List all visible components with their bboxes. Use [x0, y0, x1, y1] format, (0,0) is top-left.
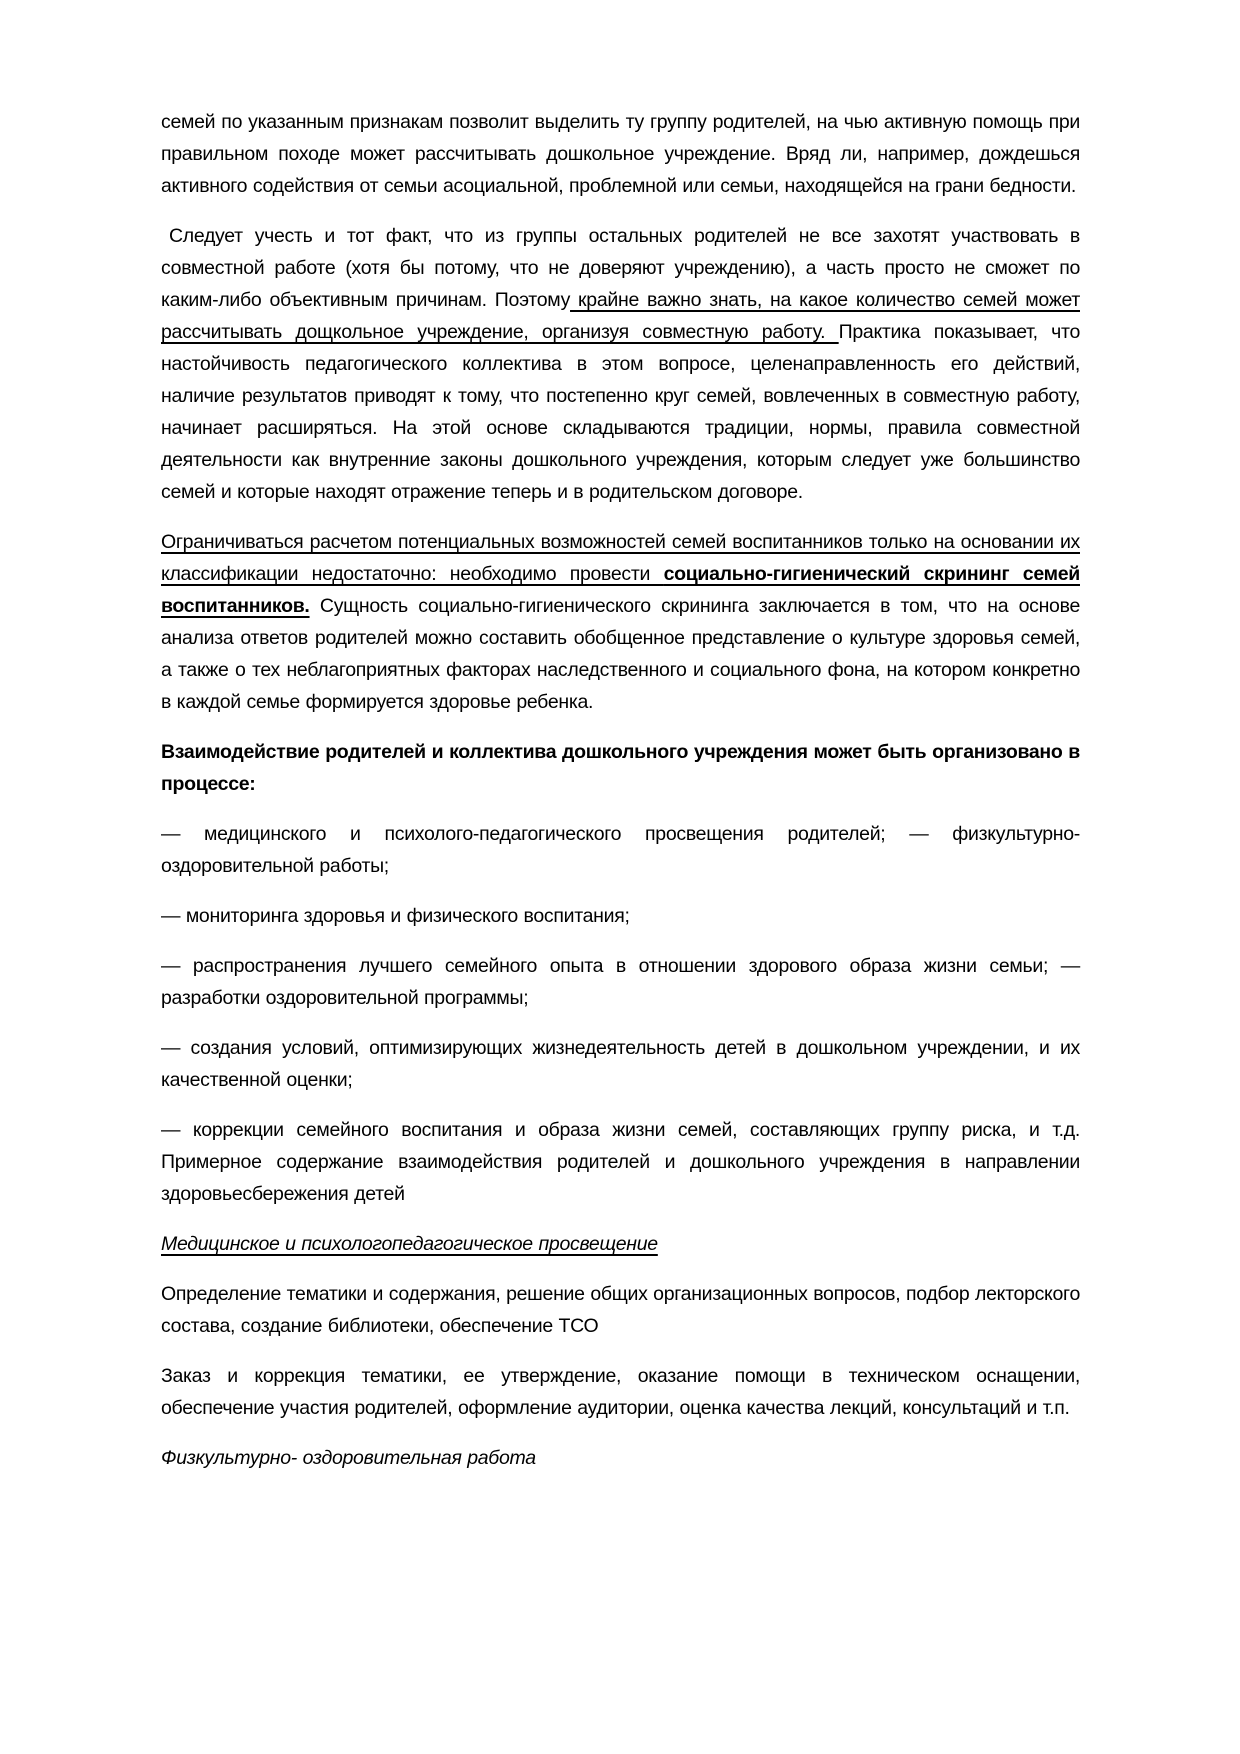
section-heading-physical-work: [161, 1442, 1080, 1474]
text-segment: Определение тематики и содержания, решение общих организационных вопросов, подбор лекторского состава, создание библиотеки, обеспечение ТСО: [161, 1283, 1080, 1337]
text-segment: Сущность социально-гигиенического скрининга заключается в том, что на основе анализа ответов родителей можно составить обобщенное представление о культуре здоровья семей, а также о тех неблагоприятных факторах наследственного и социального фона, на котором конкретно в каждой семье формируется здоровье ребенка.: [161, 595, 1080, 713]
text-segment: — медицинского и психолого-педагогического просвещения родителей; — физкультурно-оздоровительной работы;: [161, 823, 1080, 877]
text-segment: — создания условий, оптимизирующих жизнедеятельность детей в дошкольном учреждении, и их качественной оценки;: [161, 1037, 1080, 1091]
paragraph-order-correction: [161, 1360, 1080, 1424]
list-item: [161, 1032, 1080, 1096]
list-item: [161, 818, 1080, 882]
heading-interaction-process: [161, 736, 1080, 800]
text-segment: социально-гигиенический скрининг семей воспитанников.: [161, 563, 1080, 617]
text-segment: — коррекции семейного воспитания и образа жизни семей, составляющих группу риска, и т.д. Примерное содержание взаимодействия родителей и дошкольного учреждения в направлении здоровьесбережения детей: [161, 1119, 1080, 1205]
text-segment: Практика показывает, что настойчивость педагогического коллектива в этом вопросе, целенаправленность его действий, наличие результатов приводят к тому, что постепенно круг семей, вовлеченных в совместную работу, начинает расширяться. На этой основе складываются традиции, нормы, правила совместной деятельности как внутренние законы дошкольного учреждения, которым следует уже большинство семей и которые находят отражение теперь и в родительском договоре.: [161, 321, 1080, 503]
text-segment: крайне важно знать, на какое количество семей может рассчитывать дощкольное учреждение, организуя совместную работу.: [161, 289, 1080, 343]
text-segment: Заказ и коррекция тематики, ее утверждение, оказание помощи в техническом оснащении, обеспечение участия родителей, оформление аудитории, оценка качества лекций, консультаций и т.п.: [161, 1365, 1080, 1419]
paragraph-topics-definition: [161, 1278, 1080, 1342]
text-segment: Следует учесть и тот факт, что из группы остальных родителей не все захотят участвовать в совместной работе (хотя бы потому, что не доверяют учреждению), а часть просто не сможет по каким-либо объективным причинам. Поэтому: [161, 225, 1080, 311]
paragraph-screening: [161, 526, 1080, 718]
text-segment: — мониторинга здоровья и физического воспитания;: [161, 905, 630, 927]
text-segment: Медицинское и психологопедагогическое просвещение: [161, 1233, 658, 1255]
list-item: [161, 900, 1080, 932]
text-segment: Ограничиваться расчетом потенциальных возможностей семей воспитанников только на основании их классификации недостаточно: необходимо провести: [161, 531, 1080, 585]
paragraph-participation: [161, 220, 1080, 508]
text-segment: Взаимодействие родителей и коллектива дошкольного учреждения может быть организовано в процессе:: [161, 741, 1080, 795]
list-item: [161, 1114, 1080, 1210]
section-heading-medical-education: [161, 1228, 1080, 1260]
text-segment: Физкультурно- оздоровительная работа: [161, 1447, 536, 1469]
paragraph-family-classification: [161, 106, 1080, 202]
text-segment: семей по указанным признакам позволит выделить ту группу родителей, на чью активную помощь при правильном походе может рассчитывать дошкольное учреждение. Вряд ли, например, дождешься активного содействия от семьи асоциальной, проблемной или семьи, находящейся на грани бедности.: [161, 111, 1080, 197]
text-segment: — распространения лучшего семейного опыта в отношении здорового образа жизни семьи; — разработки оздоровительной программы;: [161, 955, 1080, 1009]
list-item: [161, 950, 1080, 1014]
